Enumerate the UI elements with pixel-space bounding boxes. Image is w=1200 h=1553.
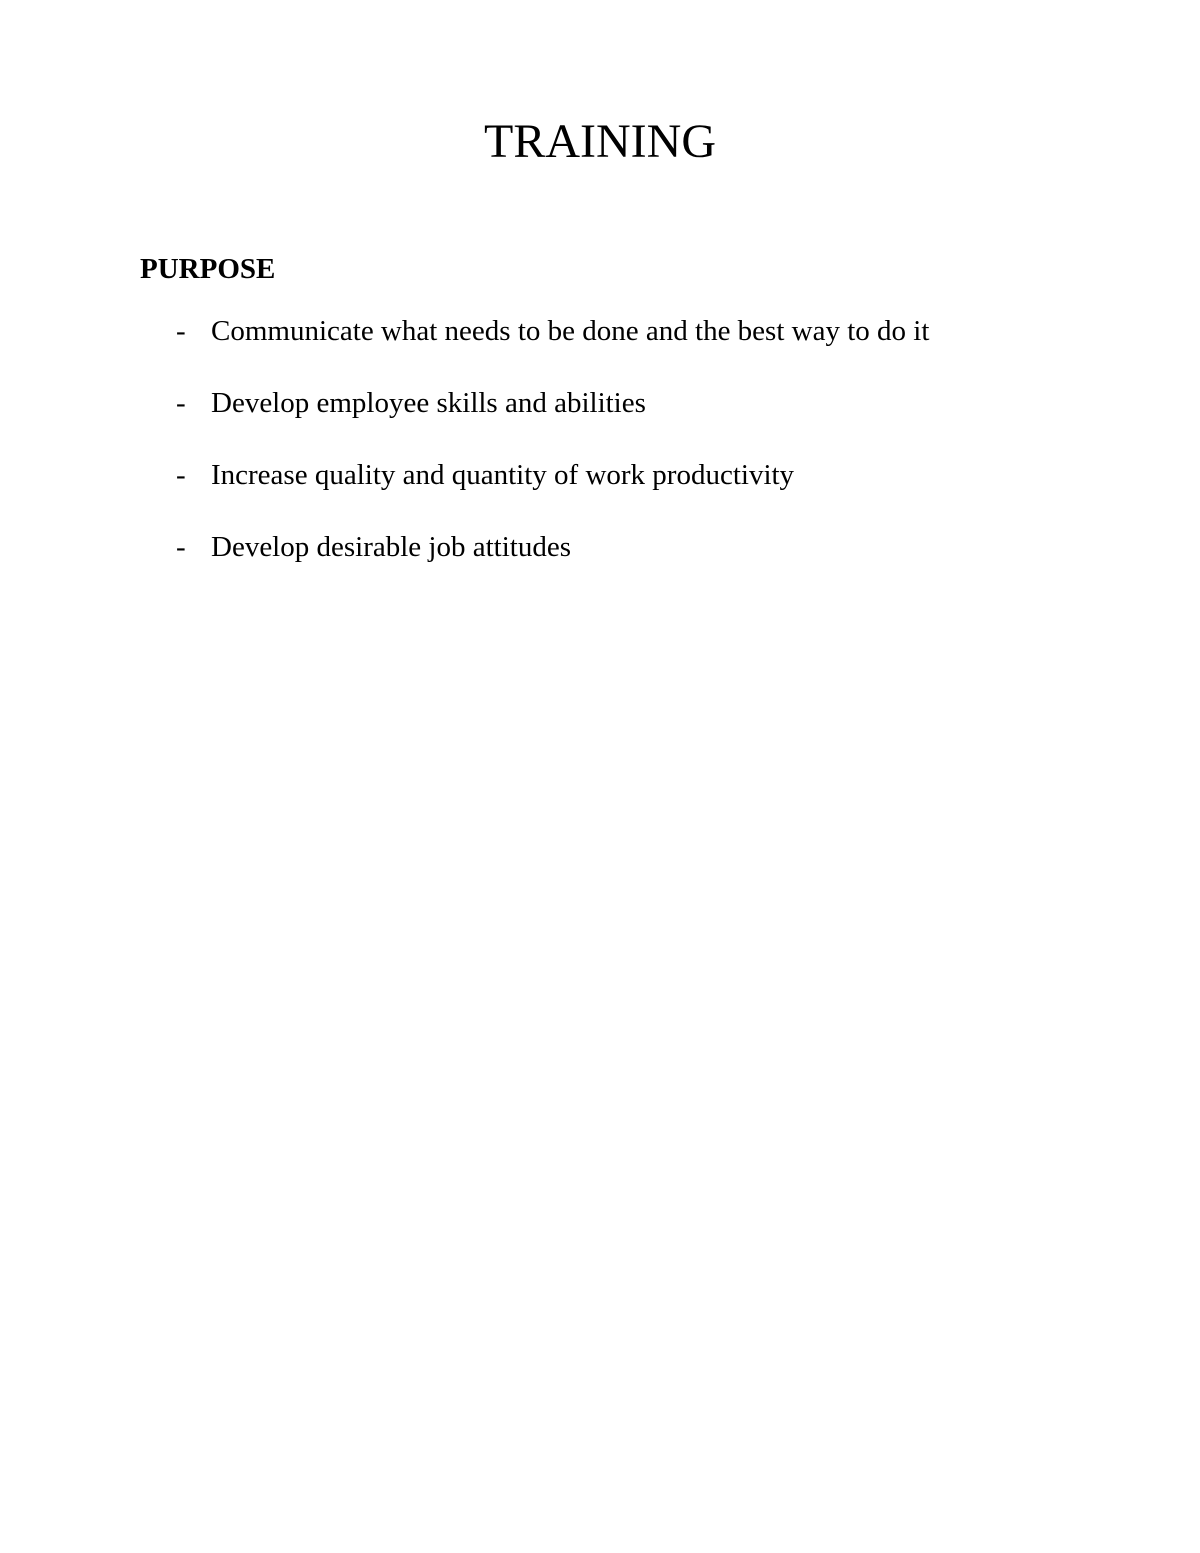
bullet-dash: - — [176, 315, 186, 347]
list-item-text: Increase quality and quantity of work productivity — [211, 459, 795, 491]
list-item — [0, 384, 1200, 456]
bullet-dash: - — [176, 387, 186, 419]
list-item-text: Develop employee skills and abilities — [211, 387, 646, 419]
page-title: TRAINING — [484, 115, 716, 168]
list-item — [0, 528, 1200, 600]
list-item — [0, 456, 1200, 528]
bullet-dash: - — [176, 531, 186, 563]
section-heading-purpose: PURPOSE — [140, 253, 276, 285]
list-item-text: Develop desirable job attitudes — [211, 531, 571, 563]
list-item-text: Communicate what needs to be done and the best way to do it — [211, 315, 930, 347]
purpose-list — [0, 312, 1200, 600]
bullet-dash: - — [176, 459, 186, 491]
list-item — [0, 312, 1200, 384]
